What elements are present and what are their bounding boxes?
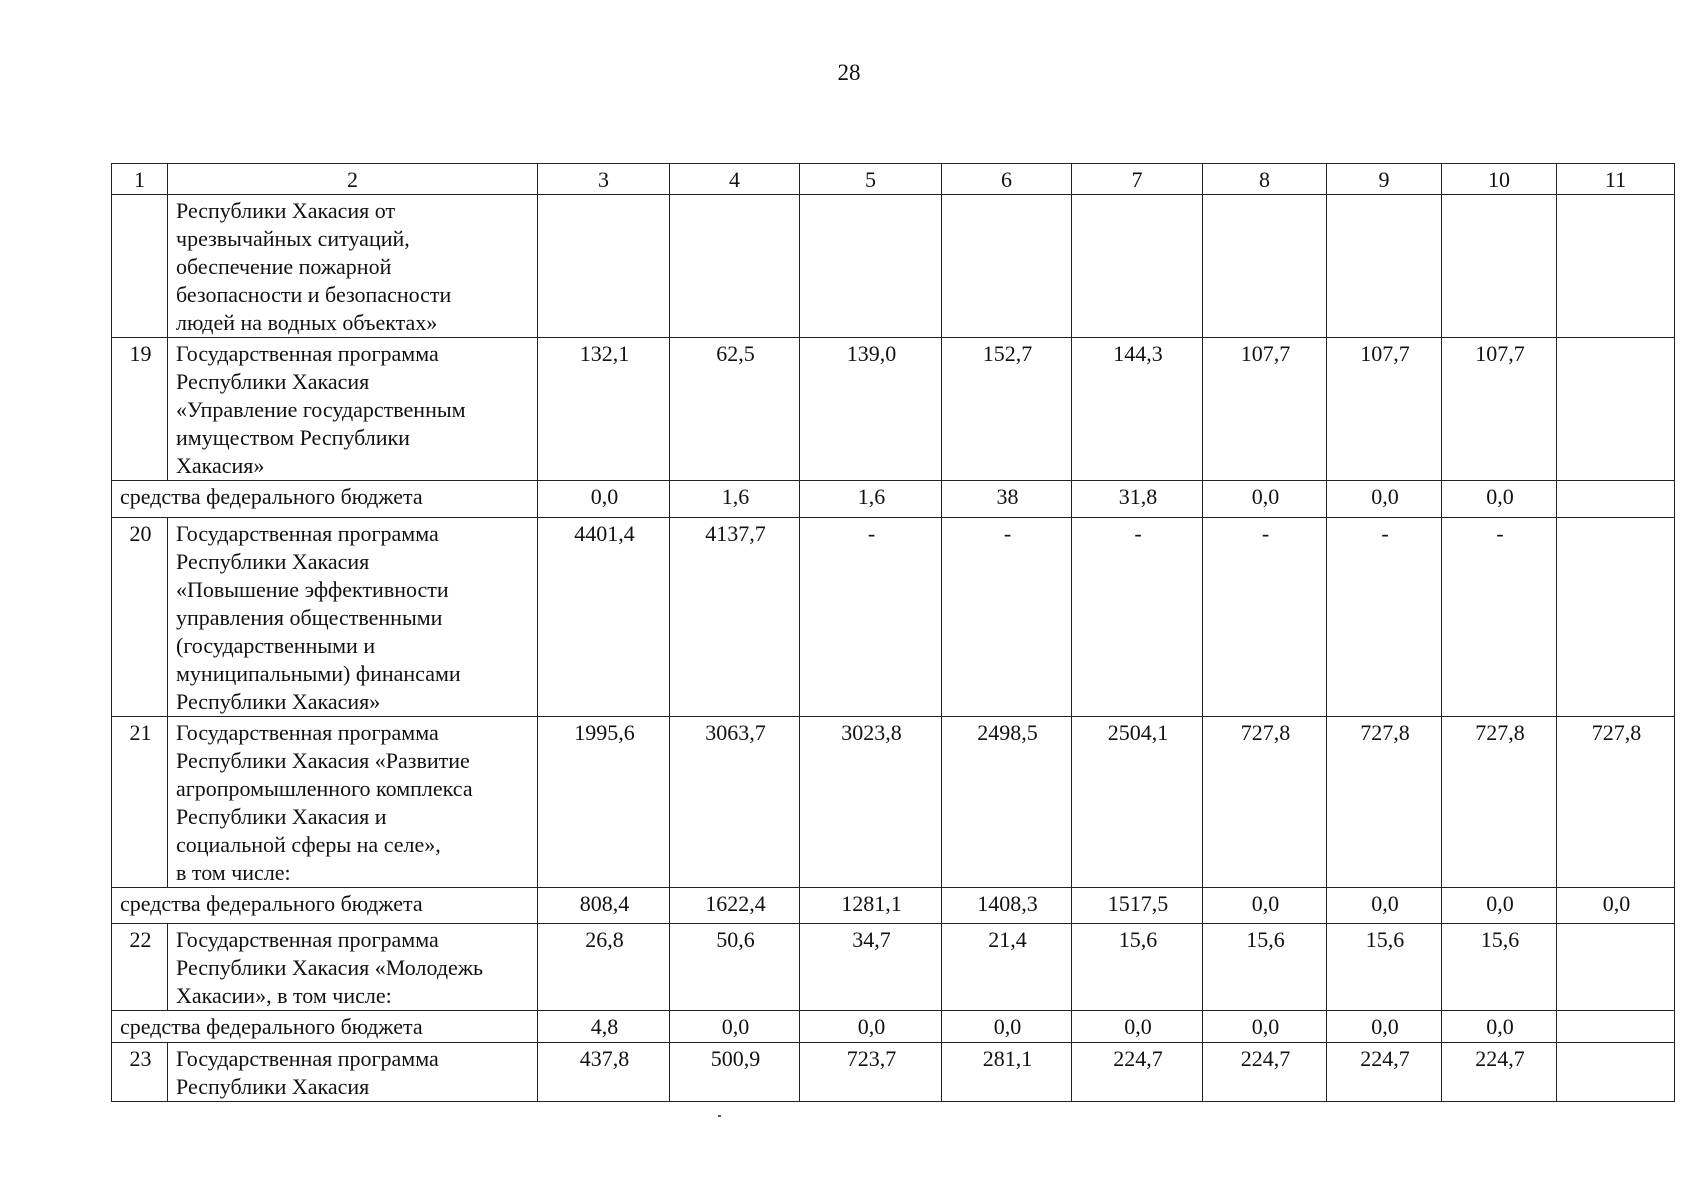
value-cell: 3023,8 xyxy=(800,717,942,888)
header-cell: 10 xyxy=(1442,164,1557,195)
value-cell xyxy=(942,195,1072,338)
value-cell: 26,8 xyxy=(538,924,670,1011)
value-cell: 0,0 xyxy=(1442,481,1557,518)
header-cell: 2 xyxy=(168,164,538,195)
value-cell: 4,8 xyxy=(538,1011,670,1043)
scan-speck xyxy=(718,1115,721,1117)
value-cell: - xyxy=(1203,518,1327,717)
table-header-row xyxy=(112,164,1675,195)
value-cell: 0,0 xyxy=(1327,481,1442,518)
table-body xyxy=(112,164,1675,1102)
value-cell xyxy=(1557,338,1675,481)
value-cell: 437,8 xyxy=(538,1043,670,1102)
value-cell: 727,8 xyxy=(1442,717,1557,888)
value-cell: 0,0 xyxy=(1327,888,1442,924)
value-cell xyxy=(1557,518,1675,717)
value-cell: 2504,1 xyxy=(1072,717,1203,888)
header-cell: 9 xyxy=(1327,164,1442,195)
program-row xyxy=(112,924,1675,1011)
value-cell: 0,0 xyxy=(1442,1011,1557,1043)
value-cell xyxy=(1442,195,1557,338)
value-cell: 1517,5 xyxy=(1072,888,1203,924)
program-row xyxy=(112,717,1675,888)
row-name-cell: Государственная программа Республики Хакасия «Развитие агропромышленного комплекса Республики Хакасия и социальной сферы на селе», в том числе: xyxy=(168,717,538,888)
value-cell: 0,0 xyxy=(538,481,670,518)
value-cell: - xyxy=(800,518,942,717)
value-cell: 152,7 xyxy=(942,338,1072,481)
row-name-cell: средства федерального бюджета xyxy=(112,888,538,924)
value-cell xyxy=(1557,1043,1675,1102)
value-cell xyxy=(1327,195,1442,338)
header-cell: 11 xyxy=(1557,164,1675,195)
value-cell: 4401,4 xyxy=(538,518,670,717)
value-cell: 808,4 xyxy=(538,888,670,924)
header-cell: 7 xyxy=(1072,164,1203,195)
value-cell: 0,0 xyxy=(1442,888,1557,924)
value-cell: 34,7 xyxy=(800,924,942,1011)
header-cell: 6 xyxy=(942,164,1072,195)
value-cell: 0,0 xyxy=(670,1011,800,1043)
value-cell: 727,8 xyxy=(1327,717,1442,888)
program-row xyxy=(112,518,1675,717)
header-cell: 8 xyxy=(1203,164,1327,195)
header-cell: 5 xyxy=(800,164,942,195)
row-number-cell: 23 xyxy=(112,1043,168,1102)
value-cell xyxy=(1072,195,1203,338)
value-cell: 15,6 xyxy=(1072,924,1203,1011)
value-cell: 139,0 xyxy=(800,338,942,481)
row-name-cell: Государственная программа Республики Хакасия «Повышение эффективности управления общественными (государственными и муниципальными) финансами Республики Хакасия» xyxy=(168,518,538,717)
program-row xyxy=(112,1043,1675,1102)
budget-table xyxy=(111,163,1675,1102)
row-number-cell xyxy=(112,195,168,338)
row-name-cell: средства федерального бюджета xyxy=(112,481,538,518)
value-cell: 0,0 xyxy=(1203,481,1327,518)
value-cell: 2498,5 xyxy=(942,717,1072,888)
row-name-cell: средства федерального бюджета xyxy=(112,1011,538,1043)
value-cell xyxy=(670,195,800,338)
value-cell: 38 xyxy=(942,481,1072,518)
value-cell: 1,6 xyxy=(800,481,942,518)
value-cell: 0,0 xyxy=(1203,1011,1327,1043)
value-cell: 107,7 xyxy=(1203,338,1327,481)
value-cell: 224,7 xyxy=(1072,1043,1203,1102)
value-cell: 31,8 xyxy=(1072,481,1203,518)
value-cell: 3063,7 xyxy=(670,717,800,888)
value-cell xyxy=(1557,924,1675,1011)
row-name-cell: Государственная программа Республики Хакасия «Управление государственным имуществом Республики Хакасия» xyxy=(168,338,538,481)
value-cell: 1281,1 xyxy=(800,888,942,924)
row-name-cell: Республики Хакасия от чрезвычайных ситуаций, обеспечение пожарной безопасности и безопасности людей на водных объектах» xyxy=(168,195,538,338)
row-number-cell: 19 xyxy=(112,338,168,481)
row-number-cell: 21 xyxy=(112,717,168,888)
value-cell: 224,7 xyxy=(1203,1043,1327,1102)
value-cell: 4137,7 xyxy=(670,518,800,717)
header-cell: 1 xyxy=(112,164,168,195)
value-cell: - xyxy=(1442,518,1557,717)
value-cell: 1995,6 xyxy=(538,717,670,888)
value-cell: 50,6 xyxy=(670,924,800,1011)
value-cell: 224,7 xyxy=(1442,1043,1557,1102)
row-number-cell: 20 xyxy=(112,518,168,717)
value-cell: 1,6 xyxy=(670,481,800,518)
value-cell: - xyxy=(942,518,1072,717)
value-cell: 0,0 xyxy=(942,1011,1072,1043)
value-cell: 15,6 xyxy=(1203,924,1327,1011)
value-cell: 727,8 xyxy=(1557,717,1675,888)
federal-budget-row xyxy=(112,481,1675,518)
federal-budget-row xyxy=(112,1011,1675,1043)
value-cell: - xyxy=(1327,518,1442,717)
value-cell: - xyxy=(1072,518,1203,717)
value-cell xyxy=(800,195,942,338)
value-cell: 281,1 xyxy=(942,1043,1072,1102)
value-cell xyxy=(1557,1011,1675,1043)
row-name-cell: Государственная программа Республики Хакасия «Молодежь Хакасии», в том числе: xyxy=(168,924,538,1011)
value-cell: 15,6 xyxy=(1442,924,1557,1011)
program-row xyxy=(112,195,1675,338)
row-name-cell: Государственная программа Республики Хакасия xyxy=(168,1043,538,1102)
value-cell: 107,7 xyxy=(1327,338,1442,481)
program-row xyxy=(112,338,1675,481)
value-cell: 132,1 xyxy=(538,338,670,481)
page-number: 28 xyxy=(837,60,861,85)
value-cell: 727,8 xyxy=(1203,717,1327,888)
federal-budget-row xyxy=(112,888,1675,924)
value-cell: 0,0 xyxy=(800,1011,942,1043)
value-cell: 62,5 xyxy=(670,338,800,481)
value-cell: 0,0 xyxy=(1203,888,1327,924)
value-cell: 1408,3 xyxy=(942,888,1072,924)
header-cell: 3 xyxy=(538,164,670,195)
value-cell: 723,7 xyxy=(800,1043,942,1102)
value-cell xyxy=(1203,195,1327,338)
value-cell: 1622,4 xyxy=(670,888,800,924)
value-cell: 224,7 xyxy=(1327,1043,1442,1102)
row-number-cell: 22 xyxy=(112,924,168,1011)
value-cell: 500,9 xyxy=(670,1043,800,1102)
value-cell: 0,0 xyxy=(1072,1011,1203,1043)
value-cell: 21,4 xyxy=(942,924,1072,1011)
value-cell xyxy=(1557,481,1675,518)
value-cell: 107,7 xyxy=(1442,338,1557,481)
value-cell: 0,0 xyxy=(1327,1011,1442,1043)
value-cell: 144,3 xyxy=(1072,338,1203,481)
value-cell xyxy=(1557,195,1675,338)
value-cell: 15,6 xyxy=(1327,924,1442,1011)
value-cell: 0,0 xyxy=(1557,888,1675,924)
header-cell: 4 xyxy=(670,164,800,195)
value-cell xyxy=(538,195,670,338)
